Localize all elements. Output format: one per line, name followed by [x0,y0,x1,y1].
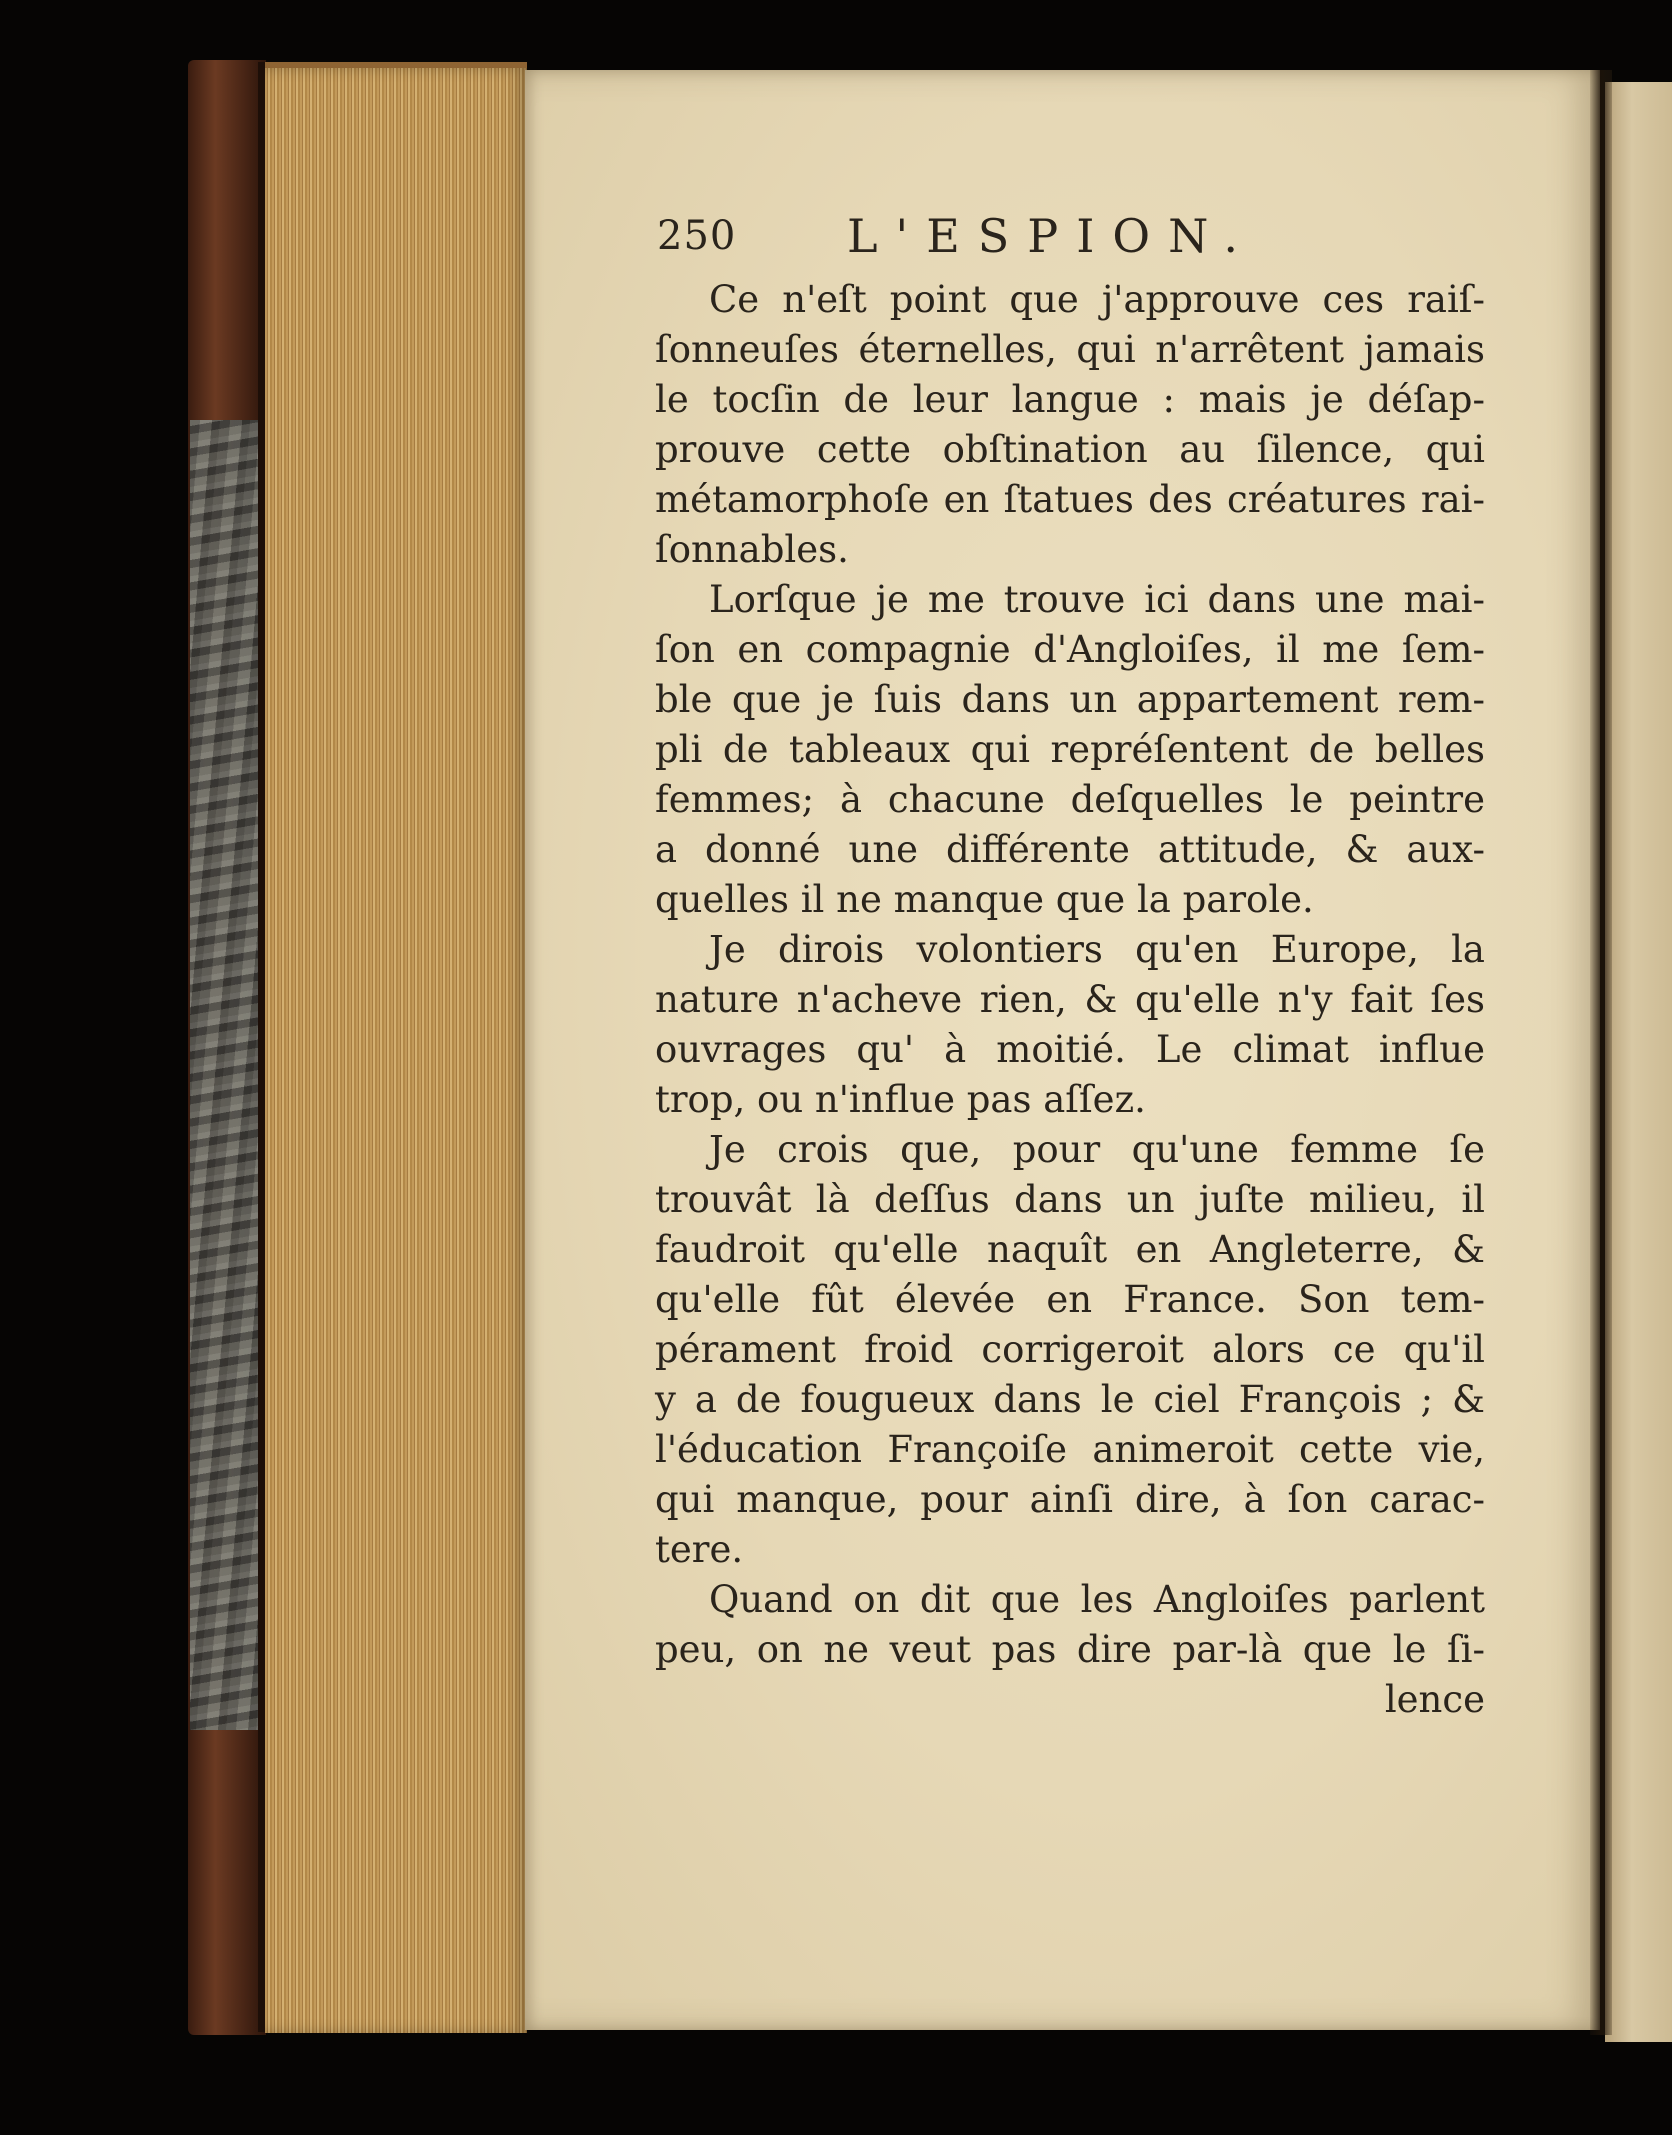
running-head: L'ESPION. [847,209,1257,263]
text-line: Lorſque je me trouve ici dans une mai- [709,578,1485,621]
text-line: nature n'acheve rien, & qu'elle n'y fait ſes [655,978,1485,1021]
text-line: le tocſin de leur langue : mais je déſap- [655,378,1485,421]
paragraph-5 [655,1575,1485,1675]
text-line: ſon en compagnie d'Angloiſes, il me ſem- [655,628,1485,671]
text-line: prouve cette obſtination au ſilence, qui [655,428,1485,471]
text-line: qu'elle fût élevée en France. Son tem- [655,1278,1485,1321]
text-line: pli de tableaux qui repréſentent de belles [655,728,1485,771]
text-line: l'éducation Françoiſe animeroit cette vie, [655,1428,1485,1471]
gutter-shadow [1590,70,1612,2035]
text-line: Je crois que, pour qu'une femme ſe [709,1128,1485,1171]
text-line: trouvât là deſſus dans un juſte milieu, il [655,1178,1485,1221]
text-line: a donné une différente attitude, & aux- [655,828,1485,871]
facing-page-edge [1605,82,1672,2042]
text-line: Je dirois volontiers qu'en Europe, la [709,928,1485,971]
text-line: femmes; à chacune deſquelles le peintre [655,778,1485,821]
text-line: y a de fougueux dans le ciel François ; & [655,1378,1485,1421]
text-line: ble que je ſuis dans un appartement rem- [655,678,1485,721]
page-number: 250 [657,213,737,259]
text-line: qui manque, pour ainſi dire, à ſon carac- [655,1478,1485,1521]
text-line: faudroit qu'elle naquît en Angleterre, & [655,1228,1485,1271]
text-line: métamorphoſe en ſtatues des créatures rai- [655,478,1485,521]
text-line: quelles il ne manque que la parole. [655,878,1314,921]
page-header [655,205,1485,275]
paragraph-4 [655,1125,1485,1575]
page-text [655,205,1485,1725]
text-line: ſonneuſes éternelles, qui n'arrêtent jamais [655,328,1485,371]
text-line: peu, on ne veut pas dire par-là que le ſi- [655,1628,1485,1671]
paragraph-3 [655,925,1485,1125]
text-line: ouvrages qu' à moitié. Le climat influe [655,1028,1485,1071]
catchword: lence [1384,1678,1485,1721]
paragraph-1 [655,275,1485,575]
text-line: trop, ou n'influe pas aſſez. [655,1078,1146,1121]
page-edges [265,68,527,2033]
text-line: pérament froid corrigeroit alors ce qu'il [655,1328,1485,1371]
text-line: Ce n'eſt point que j'approuve ces raiſ- [709,278,1485,321]
marbled-board [190,420,262,1730]
text-line: ſonnables. [655,528,849,571]
paragraph-2 [655,575,1485,925]
text-line: tere. [655,1528,744,1571]
text-line: Quand on dit que les Angloiſes parlent [709,1578,1485,1621]
